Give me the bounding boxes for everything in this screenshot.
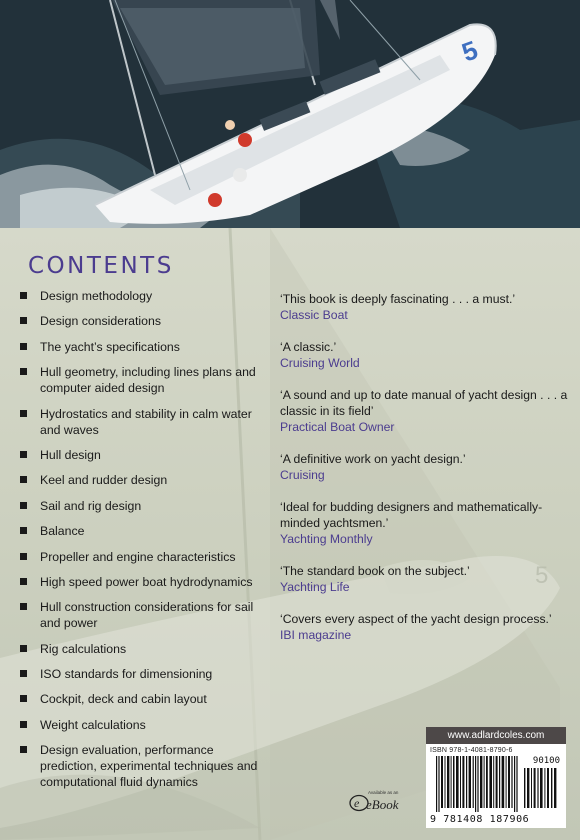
bullet-square-icon [20,292,27,299]
contents-item: Keel and rudder design [20,472,270,488]
review-quote: ‘A sound and up to date manual of yacht design . . . a classic in its field’ [280,388,568,418]
contents-item: Rig calculations [20,641,270,657]
review [280,563,570,595]
review-quote: ‘This book is deeply fascinating . . . a must.’ [280,292,516,306]
svg-text:e: e [354,796,360,810]
review [280,339,570,371]
contents-item: The yacht’s specifications [20,339,270,355]
barcode-icon [436,756,518,812]
ebook-available-text: Available as an [368,790,399,795]
ebook-logo [346,790,408,816]
bullet-square-icon [20,603,27,610]
contents-item: Sail and rig design [20,498,270,514]
bullet-square-icon [20,670,27,677]
review-source: Yachting Monthly [280,532,373,546]
barcode-block [426,744,566,828]
review [280,451,570,483]
svg-text:5: 5 [535,562,549,589]
review [280,499,570,547]
publisher-url[interactable]: www.adlardcoles.com [426,727,566,744]
bullet-square-icon [20,410,27,417]
bullet-square-icon [20,645,27,652]
review [280,611,570,643]
ebook-label: eBook [366,797,399,812]
contents-item: Weight calculations [20,717,270,733]
bullet-square-icon [20,317,27,324]
contents-item: Cockpit, deck and cabin layout [20,691,270,707]
review-quotes [280,291,570,659]
contents-list [20,288,270,800]
contents-item: Hull construction considerations for sail and power [20,599,270,631]
bullet-square-icon [20,578,27,585]
review-source: Practical Boat Owner [280,420,395,434]
review-source: Classic Boat [280,308,348,322]
review-quote: ‘Covers every aspect of the yacht design process.’ [280,612,552,626]
review-source: Cruising World [280,356,360,370]
sail-number: 5 [457,34,482,68]
contents-item: Propeller and engine characteristics [20,549,270,565]
review-quote: ‘The standard book on the subject.’ [280,564,470,578]
review [280,387,570,435]
contents-item: ISO standards for dimensioning [20,666,270,682]
bullet-square-icon [20,695,27,702]
review-source: Yachting Life [280,580,350,594]
bullet-square-icon [20,451,27,458]
barcode-number: 9 781408 187906 [430,814,530,825]
contents-item: Design evaluation, performance prediction, experimental techniques and computational fluid dynamics [20,742,270,790]
bullet-square-icon [20,368,27,375]
bullet-square-icon [20,527,27,534]
contents-item: Hull geometry, including lines plans and computer aided design [20,364,270,396]
review-quote: ‘A definitive work on yacht design.’ [280,452,466,466]
addon-barcode-icon [524,768,558,808]
bullet-square-icon [20,721,27,728]
isbn-text: ISBN 978-1-4081-8790-6 [430,747,513,754]
contents-item: Design methodology [20,288,270,304]
contents-item: Hull design [20,447,270,463]
review-source: Cruising [280,468,325,482]
bullet-square-icon [20,343,27,350]
bullet-square-icon [20,553,27,560]
review-quote: ‘Ideal for budding designers and mathematically-minded yachtsmen.’ [280,500,543,530]
review [280,291,570,323]
bullet-square-icon [20,746,27,753]
bullet-square-icon [20,502,27,509]
review-quote: ‘A classic.’ [280,340,337,354]
contents-item: Design considerations [20,313,270,329]
cover-photo-yacht [0,0,580,228]
bullet-square-icon [20,476,27,483]
price-code: 90100 [532,756,560,766]
contents-item: Balance [20,523,270,539]
review-source: IBI magazine [280,628,352,642]
yacht-illustration [0,0,580,228]
contents-item: Hydrostatics and stability in calm water and waves [20,406,270,438]
contents-item: High speed power boat hydrodynamics [20,574,270,590]
contents-heading: CONTENTS [28,253,174,279]
